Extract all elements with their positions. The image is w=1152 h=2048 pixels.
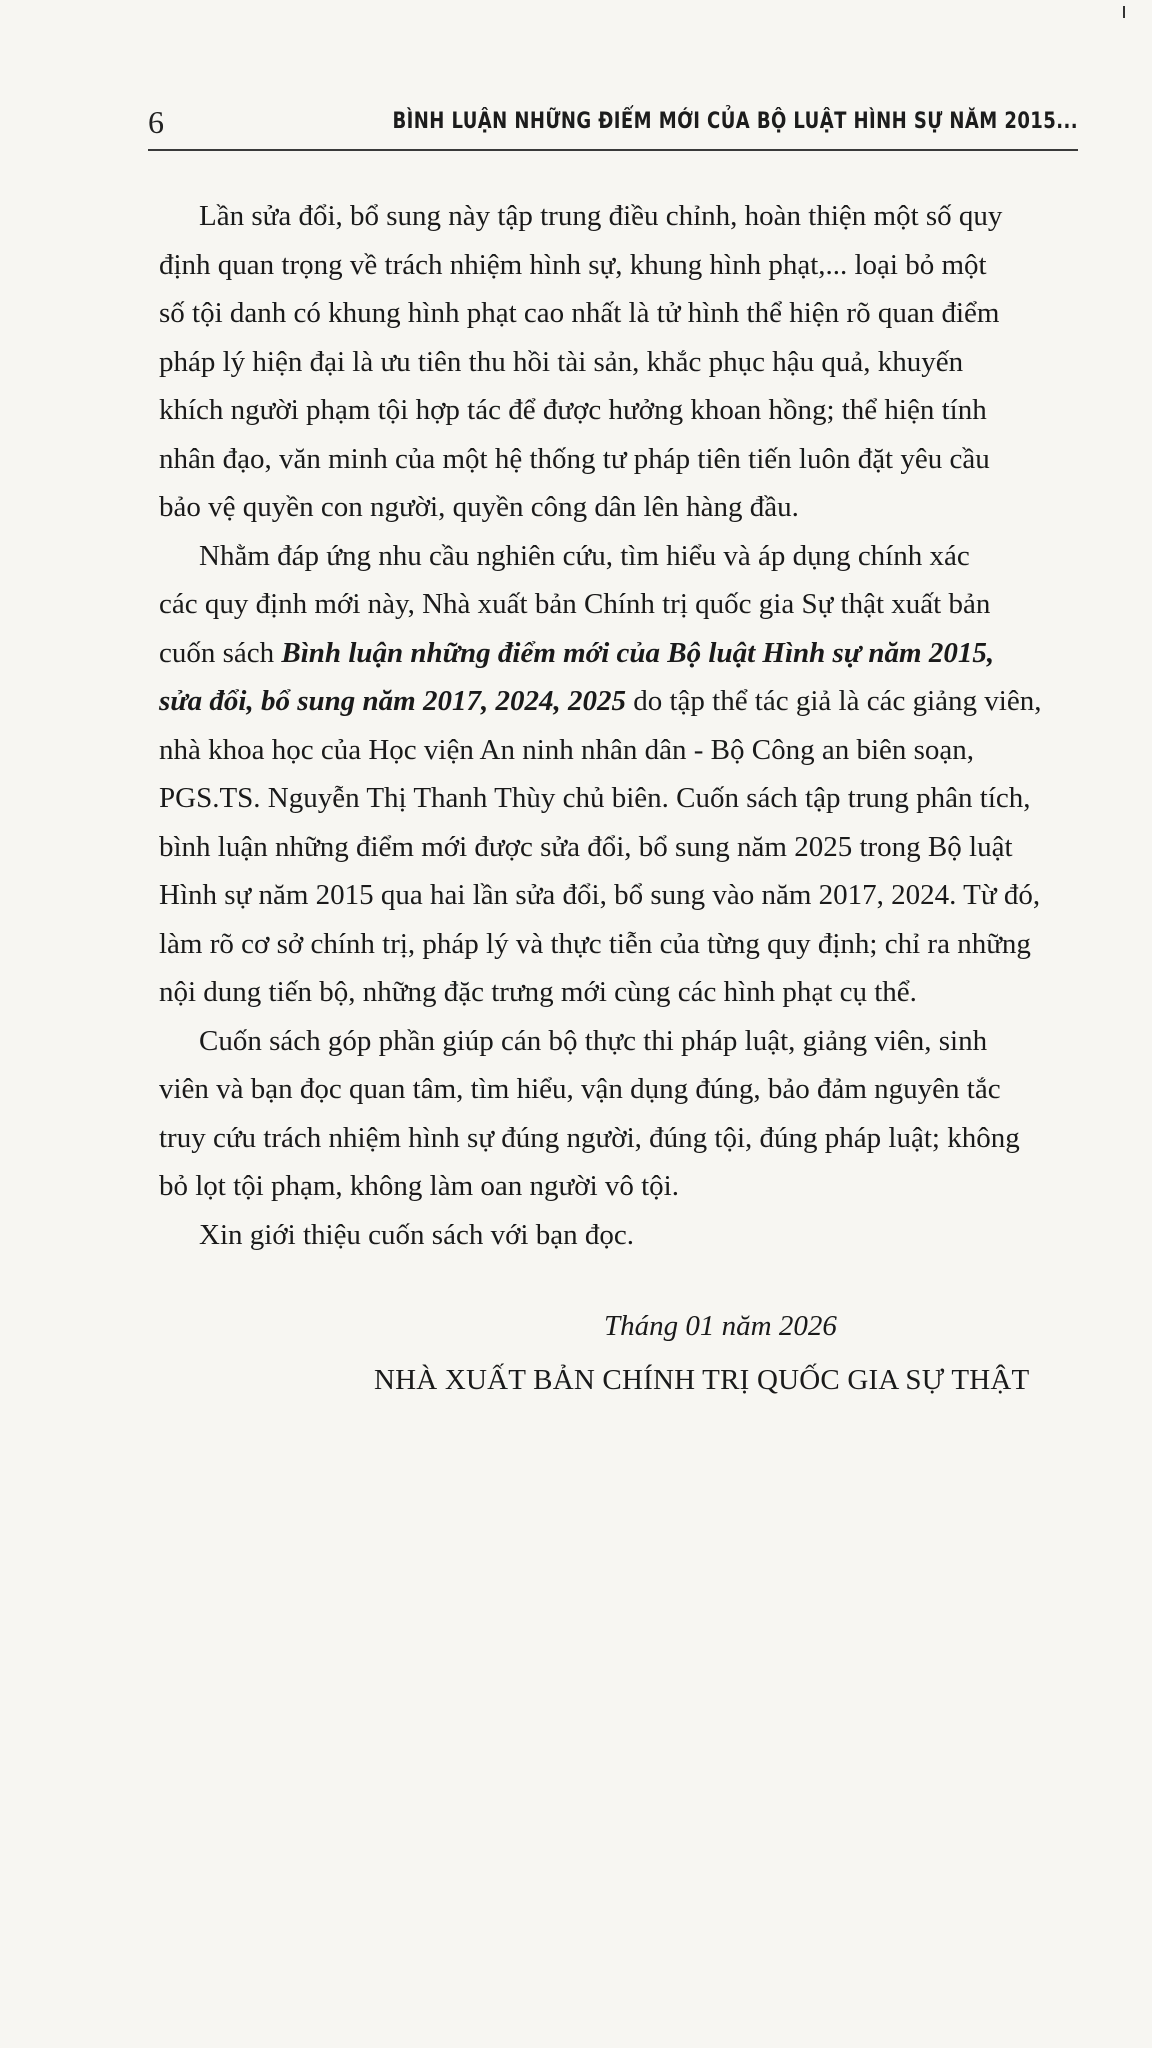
text-run: cuốn sách	[159, 636, 282, 669]
page-number: 6	[148, 104, 164, 140]
signature-date: Tháng 01 năm 2026	[604, 1310, 837, 1342]
body-text	[159, 192, 1069, 1259]
text-line: khích người phạm tội hợp tác để được hưởng khoan hồng; thể hiện tính	[159, 394, 987, 426]
running-title: BÌNH LUẬN NHỮNG ĐIỂM MỚI CỦA BỘ LUẬT HÌNH SỰ NĂM 2015...	[392, 109, 1078, 134]
text-line: pháp lý hiện đại là ưu tiên thu hồi tài sản, khắc phục hậu quả, khuyến	[159, 345, 964, 378]
text-line: nhân đạo, văn minh của một hệ thống tư pháp tiên tiến luôn đặt yêu cầu	[159, 442, 990, 475]
text-line: PGS.TS. Nguyễn Thị Thanh Thùy chủ biên. Cuốn sách tập trung phân tích,	[159, 782, 1031, 814]
text-line: bảo vệ quyền con người, quyền công dân lên hàng đầu.	[159, 491, 799, 523]
text-line: Cuốn sách góp phần giúp cán bộ thực thi pháp luật, giảng viên, sinh	[199, 1024, 988, 1057]
text-line: Lần sửa đổi, bổ sung này tập trung điều chỉnh, hoàn thiện một số quy	[199, 200, 1003, 232]
book-title: Bình luận những điểm mới của Bộ luật Hình sự năm 2015,	[281, 636, 995, 669]
signature-publisher: NHÀ XUẤT BẢN CHÍNH TRỊ QUỐC GIA SỰ THẬT	[374, 1364, 1030, 1396]
text-line: Hình sự năm 2015 qua hai lần sửa đổi, bổ sung vào năm 2017, 2024. Từ đó,	[159, 879, 1041, 911]
text-line: Nhằm đáp ứng nhu cầu nghiên cứu, tìm hiểu và áp dụng chính xác	[199, 539, 970, 572]
text-line: bỏ lọt tội phạm, không làm oan người vô tội.	[159, 1170, 679, 1202]
text-line: Xin giới thiệu cuốn sách với bạn đọc.	[199, 1218, 634, 1251]
paragraph-4	[199, 1211, 1069, 1260]
text-line	[159, 629, 1069, 678]
text-line: các quy định mới này, Nhà xuất bản Chính trị quốc gia Sự thật xuất bản	[159, 588, 991, 620]
header-rule	[148, 149, 1078, 151]
text-run: do tập thể tác giả là các giảng viên,	[625, 685, 1042, 717]
paragraph-3	[159, 1017, 1069, 1211]
text-line: số tội danh có khung hình phạt cao nhất là tử hình thể hiện rõ quan điểm	[159, 297, 1000, 329]
paragraph-2	[159, 532, 1069, 1017]
text-line: viên và bạn đọc quan tâm, tìm hiểu, vận dụng đúng, bảo đảm nguyên tắc	[159, 1073, 1001, 1105]
text-line: truy cứu trách nhiệm hình sự đúng người, đúng tội, đúng pháp luật; không	[159, 1121, 1020, 1154]
book-title-continued: sửa đổi, bổ sung năm 2017, 2024, 2025	[159, 685, 626, 717]
paragraph-1	[159, 192, 1069, 532]
running-head	[148, 100, 1078, 144]
text-line: định quan trọng về trách nhiệm hình sự, khung hình phạt,... loại bỏ một	[159, 248, 987, 281]
text-line: bình luận những điểm mới được sửa đổi, bổ sung năm 2025 trong Bộ luật	[159, 830, 1013, 863]
text-line: làm rõ cơ sở chính trị, pháp lý và thực tiễn của từng quy định; chỉ ra những	[159, 927, 1031, 960]
text-line: nhà khoa học của Học viện An ninh nhân dân - Bộ Công an biên soạn,	[159, 733, 975, 766]
text-line	[159, 677, 1069, 726]
text-line: nội dung tiến bộ, những đặc trưng mới cùng các hình phạt cụ thể.	[159, 976, 917, 1008]
corner-mark	[1123, 6, 1125, 18]
